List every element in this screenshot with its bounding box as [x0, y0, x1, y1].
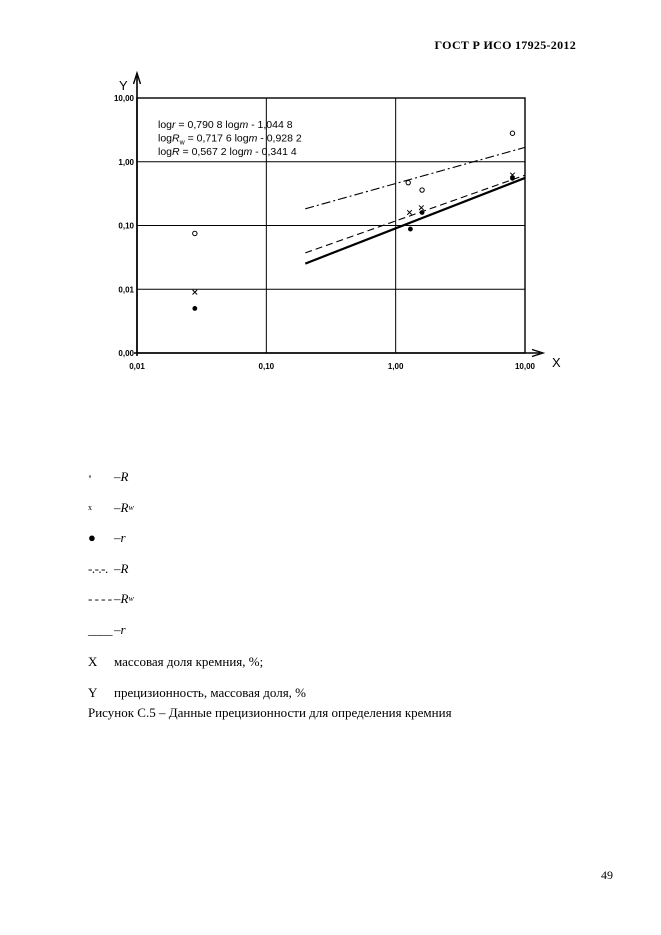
legend-item-R-line	[88, 554, 306, 585]
regression-equations	[158, 119, 302, 158]
legend-item-r-points	[88, 523, 306, 554]
point-r	[420, 210, 425, 215]
legend-dash: –	[114, 591, 121, 607]
fit-line-R	[305, 147, 525, 208]
legend-label: R	[120, 469, 129, 485]
y-tick-labels	[114, 94, 135, 358]
page-number: 49	[601, 868, 613, 882]
x-tick-label: 0,01	[129, 362, 145, 371]
x-tick-label: 10,00	[514, 362, 536, 371]
y-tick-label: 10,00	[113, 94, 134, 103]
legend-filled-circle-symbol: ●	[88, 530, 96, 546]
legend-dash: –	[114, 530, 121, 546]
point-R	[406, 180, 410, 184]
point-r	[192, 306, 197, 311]
y-axis-label: Y	[119, 78, 128, 93]
x-tick-labels	[129, 362, 535, 371]
chart-axes	[134, 73, 544, 357]
equation-line: logR = 0,567 2 logm - 0,341 4	[158, 146, 297, 158]
data-points	[192, 131, 514, 311]
legend-item-R-points	[88, 462, 306, 493]
point-R	[193, 231, 197, 235]
legend-item-r-line	[88, 615, 306, 646]
legend-label: r	[120, 530, 126, 546]
figure-caption: Рисунок С.5 – Данные прецизионности для определения кремния	[88, 705, 452, 720]
legend-cross-symbol: x	[88, 502, 92, 512]
x-tick-label: 1,00	[387, 362, 404, 371]
legend-subscript: w	[128, 594, 134, 604]
point-r	[408, 227, 413, 232]
y-tick-label: 0,00	[118, 349, 134, 358]
document-header: ГОСТ Р ИСО 17925-2012	[434, 38, 576, 52]
legend-y-key: Y	[88, 684, 98, 700]
legend-label: R	[120, 591, 129, 607]
precision-chart	[0, 0, 661, 400]
point-r	[510, 176, 515, 181]
legend-dashed-symbol: - - - -	[88, 591, 112, 607]
regression-lines	[305, 147, 525, 263]
legend-dash-dot-symbol: -.-.-.	[88, 560, 108, 576]
legend-x-key: X	[88, 654, 98, 670]
point-R	[510, 131, 514, 135]
legend-dash: –	[114, 499, 121, 515]
legend-item-Rw-points	[88, 493, 306, 524]
point-Rw	[193, 290, 198, 295]
legend-y-definition	[88, 678, 306, 709]
legend-y-description: прецизионность, массовая доля, %	[114, 684, 307, 700]
point-Rw	[419, 205, 424, 210]
legend-item-Rw-line	[88, 584, 306, 615]
point-R	[420, 188, 424, 192]
fit-line-r	[305, 178, 525, 264]
x-axis-label: X	[552, 355, 561, 370]
fit-line-Rw	[305, 175, 525, 253]
legend-label: R	[120, 560, 129, 576]
y-tick-label: 1,00	[118, 157, 134, 167]
legend-label: R	[120, 499, 129, 515]
legend-open-circle-symbol: ∘	[88, 472, 92, 482]
legend-dash: –	[114, 621, 121, 637]
y-tick-label: 0,01	[118, 285, 134, 295]
x-tick-label: 0,10	[258, 362, 275, 371]
y-tick-label: 0,10	[118, 221, 134, 231]
legend-subscript: w	[128, 502, 134, 512]
legend	[88, 462, 306, 708]
legend-dash: –	[114, 560, 121, 576]
legend-dash: –	[114, 469, 121, 485]
point-Rw	[407, 210, 412, 215]
equation-line: logR$_w$ = 0,717 6 logm - 0,928 2	[158, 132, 302, 147]
legend-label: r	[120, 621, 126, 637]
legend-x-description: массовая доля кремния, %;	[114, 654, 264, 670]
equation-line: logr = 0,790 8 logm - 1,044 8	[158, 119, 293, 131]
legend-solid-symbol: ____	[88, 621, 112, 637]
legend-x-definition	[88, 647, 306, 678]
